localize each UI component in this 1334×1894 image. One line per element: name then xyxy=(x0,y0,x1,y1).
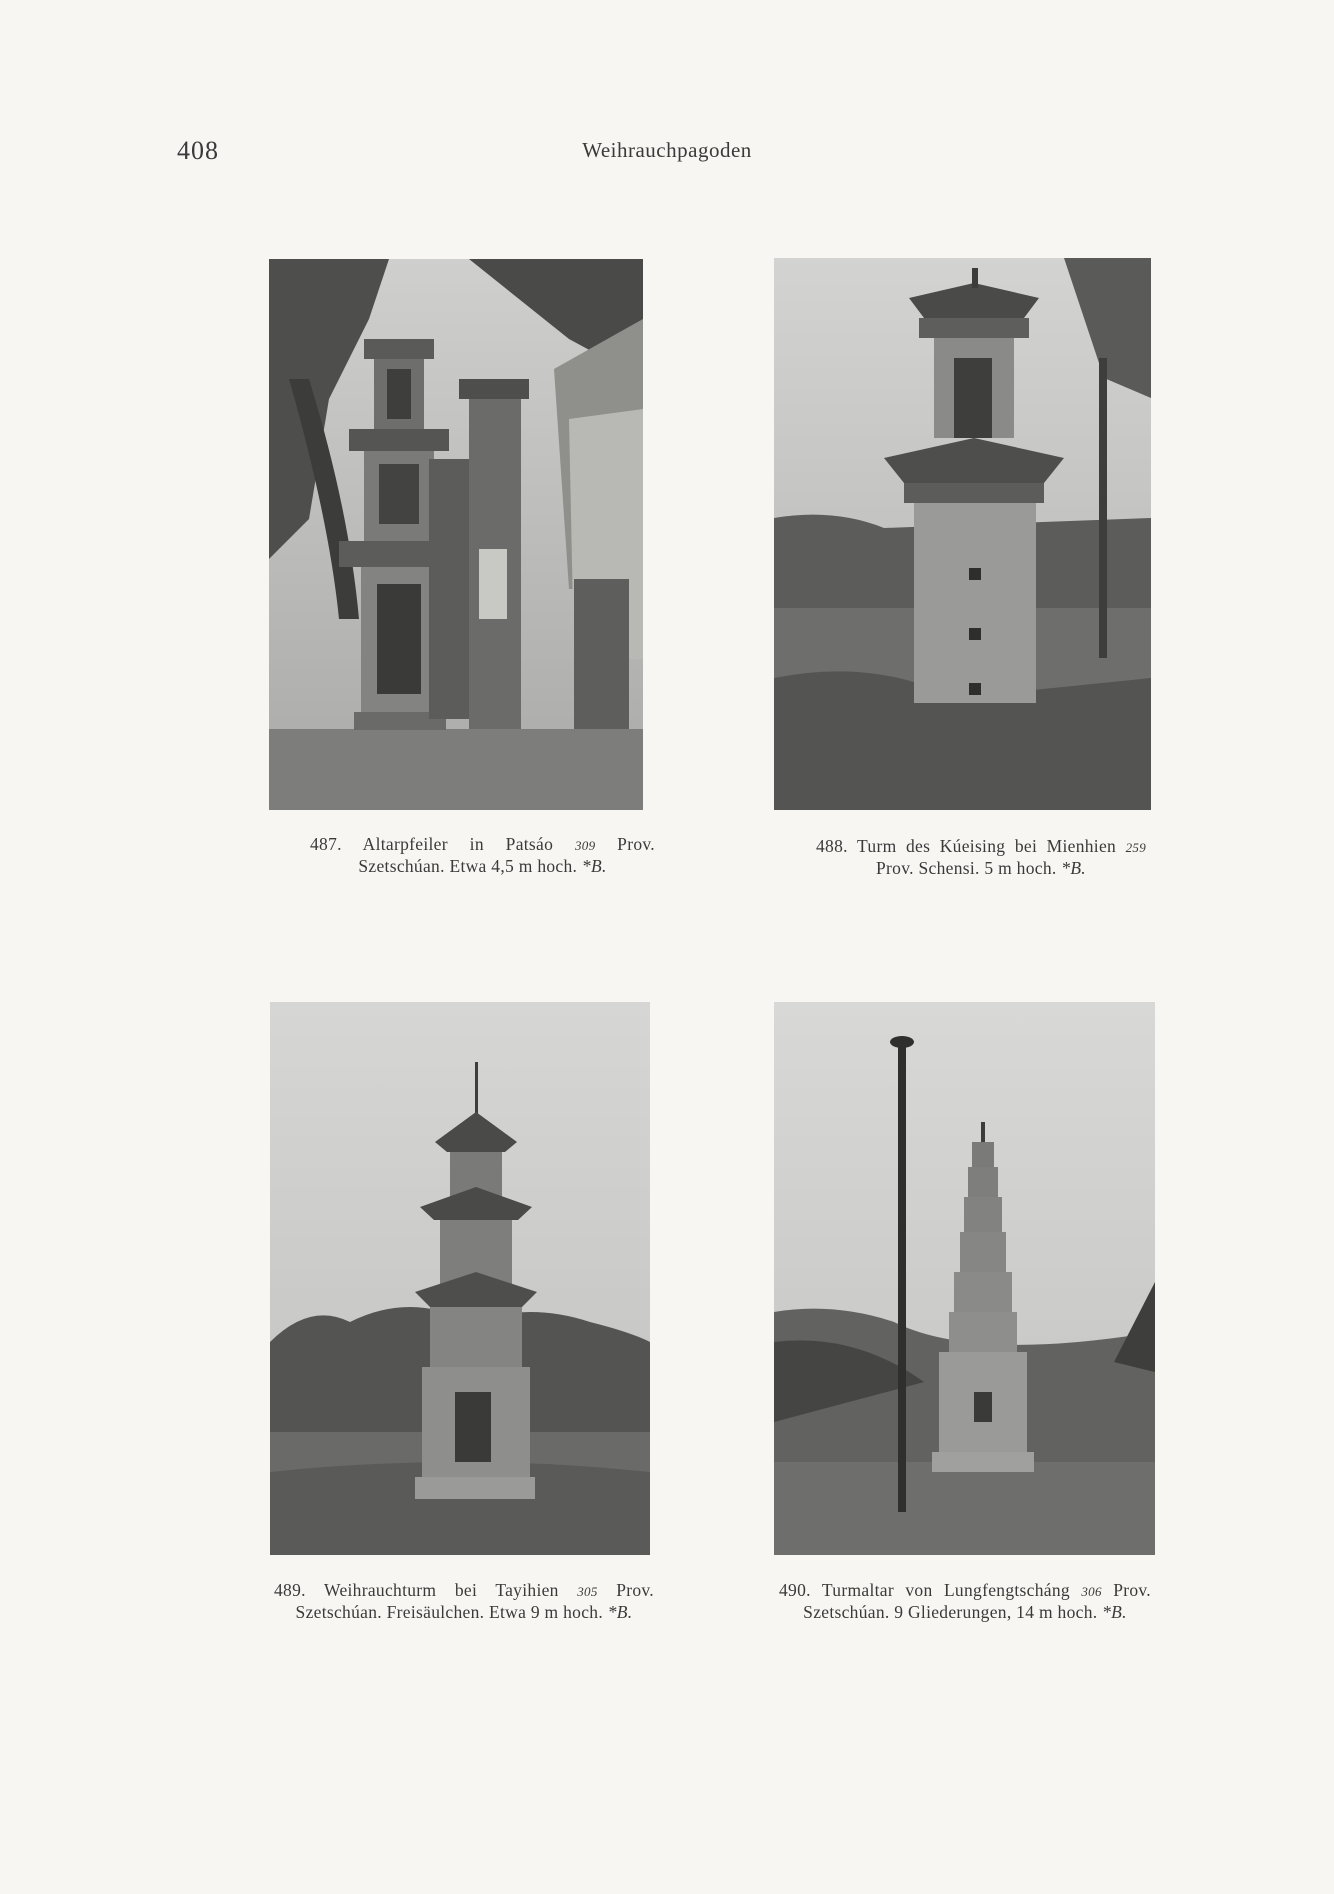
figure-number: 489. xyxy=(274,1580,306,1600)
caption-text: Turm des Kúeising bei Mienhien xyxy=(857,836,1117,856)
caption-text-continued: Prov. Szetschúan. Etwa 4,5 m hoch. xyxy=(358,834,655,876)
photo-incense-tower-tayihien xyxy=(270,1002,650,1555)
page-number: 408 xyxy=(177,136,219,165)
photo-tower-kueising xyxy=(774,258,1151,810)
map-reference: 306 xyxy=(1081,1584,1102,1599)
figure-number: 490. xyxy=(779,1580,811,1600)
caption-text: Altarpfeiler in Patsáo xyxy=(362,834,554,854)
caption-figure-490 xyxy=(779,1580,1151,1622)
photo-altar-pillar-patsao xyxy=(269,259,643,810)
map-reference: 309 xyxy=(574,838,596,853)
photo-tower-altar-lungfengtschang xyxy=(774,1002,1155,1555)
caption-text: Turmaltar von Lungfengtscháng xyxy=(821,1580,1070,1600)
caption-text-continued: Prov. Szetschúan. 9 Gliederungen, 14 m hoch. xyxy=(803,1580,1151,1622)
map-reference: 259 xyxy=(1125,840,1147,855)
caption-text: Weihrauchturm bei Tayihien xyxy=(324,1580,559,1600)
photo-credit: *B. xyxy=(607,1602,633,1622)
map-reference: 305 xyxy=(577,1584,598,1599)
photo-credit: *B. xyxy=(1061,858,1086,878)
running-title: Weihrauchpagoden xyxy=(582,138,752,162)
caption-figure-488 xyxy=(816,836,1146,878)
figure-number: 488. xyxy=(816,836,848,856)
caption-text-continued: Prov. Schensi. 5 m hoch. xyxy=(876,858,1057,878)
photo-credit: *B. xyxy=(1102,1602,1127,1622)
caption-figure-487 xyxy=(310,834,655,876)
caption-figure-489 xyxy=(274,1580,654,1622)
caption-text-continued: Prov. Szetschúan. Freisäulchen. Etwa 9 m hoch. xyxy=(295,1580,654,1622)
figure-number: 487. xyxy=(310,834,342,854)
photo-credit: *B. xyxy=(581,856,607,876)
